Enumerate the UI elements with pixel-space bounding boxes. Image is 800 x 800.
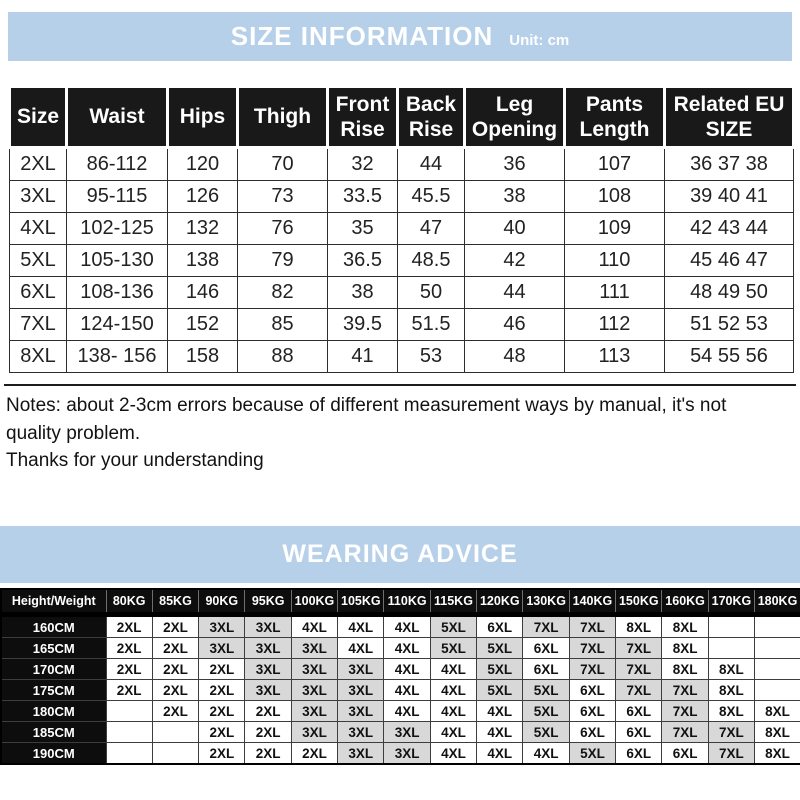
size-table-cell: 88 (238, 341, 328, 373)
size-table-cell: 110 (565, 245, 665, 277)
wearing-table-row (1, 659, 800, 680)
recommended-size-cell: 8XL (662, 638, 708, 659)
recommended-size-cell: 5XL (523, 722, 569, 743)
recommended-size-cell: 2XL (291, 743, 337, 765)
recommended-size-cell: 4XL (430, 701, 476, 722)
size-table-cell: 39 40 41 (665, 181, 794, 213)
recommended-size-cell: 4XL (384, 680, 430, 701)
recommended-size-cell: 5XL (569, 743, 615, 765)
recommended-size-cell (755, 659, 800, 680)
size-table-cell: 146 (168, 277, 238, 309)
recommended-size-cell: 3XL (338, 659, 384, 680)
recommended-size-cell: 3XL (245, 680, 291, 701)
height-cell: 160CM (1, 615, 106, 638)
recommended-size-cell: 4XL (338, 615, 384, 638)
wearing-table-header-cell: 180KG (755, 589, 800, 615)
recommended-size-cell: 6XL (616, 743, 662, 765)
recommended-size-cell: 3XL (384, 722, 430, 743)
size-table-cell: 124-150 (67, 309, 168, 341)
recommended-size-cell: 3XL (291, 659, 337, 680)
size-table-cell: 102-125 (67, 213, 168, 245)
wearing-table-header-cell: 80KG (106, 589, 152, 615)
recommended-size-cell: 5XL (523, 701, 569, 722)
size-information-table (8, 85, 795, 373)
recommended-size-cell: 2XL (199, 701, 245, 722)
size-table-cell: 51 52 53 (665, 309, 794, 341)
size-table-header-cell: Size (10, 87, 67, 148)
size-label-cell: 3XL (10, 181, 67, 213)
size-table-header (10, 87, 794, 148)
recommended-size-cell: 7XL (569, 615, 615, 638)
recommended-size-cell: 2XL (106, 680, 152, 701)
recommended-size-cell: 7XL (616, 638, 662, 659)
size-table-header-cell: Front Rise (328, 87, 398, 148)
recommended-size-cell: 6XL (569, 680, 615, 701)
recommended-size-cell: 3XL (291, 638, 337, 659)
wearing-table-body (1, 615, 800, 765)
recommended-size-cell: 4XL (477, 743, 523, 765)
recommended-size-cell: 4XL (291, 615, 337, 638)
size-table-cell: 76 (238, 213, 328, 245)
recommended-size-cell (106, 722, 152, 743)
size-table-cell: 152 (168, 309, 238, 341)
wearing-table-header-cell: 95KG (245, 589, 291, 615)
recommended-size-cell: 3XL (291, 701, 337, 722)
size-table-cell: 51.5 (398, 309, 465, 341)
recommended-size-cell: 2XL (199, 659, 245, 680)
size-label-cell: 2XL (10, 148, 67, 181)
recommended-size-cell: 7XL (569, 659, 615, 680)
size-table-cell: 48 (465, 341, 565, 373)
wearing-table-header-cell: 105KG (338, 589, 384, 615)
recommended-size-cell: 2XL (199, 680, 245, 701)
wearing-table-header-cell: 85KG (152, 589, 198, 615)
size-table-cell: 85 (238, 309, 328, 341)
size-table-cell: 38 (465, 181, 565, 213)
size-table-cell: 48 49 50 (665, 277, 794, 309)
recommended-size-cell: 4XL (384, 701, 430, 722)
recommended-size-cell: 2XL (245, 722, 291, 743)
recommended-size-cell (755, 638, 800, 659)
size-table-row (10, 341, 794, 373)
recommended-size-cell: 8XL (708, 701, 754, 722)
recommended-size-cell: 7XL (523, 615, 569, 638)
section-divider-line (4, 384, 796, 386)
recommended-size-cell: 3XL (338, 722, 384, 743)
height-cell: 190CM (1, 743, 106, 765)
size-table-header-cell: Hips (168, 87, 238, 148)
height-cell: 165CM (1, 638, 106, 659)
recommended-size-cell: 4XL (384, 615, 430, 638)
wearing-table-header-cell: 130KG (523, 589, 569, 615)
recommended-size-cell: 6XL (523, 638, 569, 659)
recommended-size-cell: 8XL (755, 722, 800, 743)
wearing-table-header-cell: 90KG (199, 589, 245, 615)
size-table-header-cell: Back Rise (398, 87, 465, 148)
size-table-cell: 41 (328, 341, 398, 373)
size-information-title: SIZE INFORMATION (230, 21, 494, 51)
notes-text: Notes: about 2-3cm errors because of different measurement ways by manual, it's not quality problem. (6, 395, 727, 444)
recommended-size-cell: 6XL (662, 743, 708, 765)
recommended-size-cell (708, 615, 754, 638)
recommended-size-cell: 8XL (755, 743, 800, 765)
notes-thanks-text: Thanks for your understanding (6, 450, 264, 472)
size-table-cell: 70 (238, 148, 328, 181)
recommended-size-cell: 5XL (477, 638, 523, 659)
recommended-size-cell: 7XL (569, 638, 615, 659)
recommended-size-cell: 8XL (616, 615, 662, 638)
size-label-cell: 6XL (10, 277, 67, 309)
wearing-table-header-cell: 140KG (569, 589, 615, 615)
recommended-size-cell: 4XL (430, 680, 476, 701)
size-table-cell: 158 (168, 341, 238, 373)
recommended-size-cell: 2XL (245, 701, 291, 722)
size-table-cell: 54 55 56 (665, 341, 794, 373)
recommended-size-cell (708, 638, 754, 659)
recommended-size-cell: 7XL (708, 722, 754, 743)
size-table-cell: 44 (465, 277, 565, 309)
wearing-advice-title: WEARING ADVICE (282, 540, 518, 568)
wearing-advice-table (0, 588, 800, 765)
size-label-cell: 4XL (10, 213, 67, 245)
size-table-body (10, 148, 794, 373)
wearing-table-row (1, 722, 800, 743)
size-table-cell: 82 (238, 277, 328, 309)
recommended-size-cell: 2XL (106, 615, 152, 638)
size-label-cell: 7XL (10, 309, 67, 341)
size-table-cell: 126 (168, 181, 238, 213)
size-table-cell: 108-136 (67, 277, 168, 309)
wearing-table-header-cell: 115KG (430, 589, 476, 615)
wearing-table-row (1, 615, 800, 638)
recommended-size-cell (755, 615, 800, 638)
wearing-table-header-cell: 150KG (616, 589, 662, 615)
size-table-header-cell: Leg Opening (465, 87, 565, 148)
recommended-size-cell (152, 722, 198, 743)
size-table-cell: 109 (565, 213, 665, 245)
recommended-size-cell: 4XL (384, 638, 430, 659)
wearing-table-header-cell: 160KG (662, 589, 708, 615)
size-table-row (10, 309, 794, 341)
wearing-table-row (1, 680, 800, 701)
size-table-header-cell: Thigh (238, 87, 328, 148)
size-table-cell: 33.5 (328, 181, 398, 213)
size-table-row (10, 181, 794, 213)
unit-label: Unit: cm (509, 31, 570, 49)
recommended-size-cell: 2XL (245, 743, 291, 765)
wearing-table-header-cell: 110KG (384, 589, 430, 615)
recommended-size-cell: 5XL (477, 659, 523, 680)
recommended-size-cell: 5XL (477, 680, 523, 701)
size-table-cell: 32 (328, 148, 398, 181)
size-table-cell: 105-130 (67, 245, 168, 277)
recommended-size-cell: 2XL (152, 638, 198, 659)
size-label-cell: 5XL (10, 245, 67, 277)
recommended-size-cell: 3XL (245, 659, 291, 680)
size-table-cell: 44 (398, 148, 465, 181)
recommended-size-cell: 3XL (338, 701, 384, 722)
size-table-row (10, 213, 794, 245)
recommended-size-cell: 8XL (755, 701, 800, 722)
size-table-cell: 45 46 47 (665, 245, 794, 277)
recommended-size-cell: 7XL (616, 659, 662, 680)
size-table-cell: 95-115 (67, 181, 168, 213)
recommended-size-cell: 4XL (338, 638, 384, 659)
recommended-size-cell: 7XL (662, 680, 708, 701)
recommended-size-cell: 3XL (291, 722, 337, 743)
size-table-cell: 107 (565, 148, 665, 181)
recommended-size-cell: 4XL (523, 743, 569, 765)
recommended-size-cell: 3XL (338, 680, 384, 701)
size-table-cell: 108 (565, 181, 665, 213)
size-table-cell: 36 37 38 (665, 148, 794, 181)
wearing-table-header-cell: 120KG (477, 589, 523, 615)
size-table-cell: 46 (465, 309, 565, 341)
size-table-cell: 53 (398, 341, 465, 373)
size-table-cell: 38 (328, 277, 398, 309)
recommended-size-cell: 6XL (569, 701, 615, 722)
height-cell: 185CM (1, 722, 106, 743)
size-table-cell: 86-112 (67, 148, 168, 181)
recommended-size-cell (755, 680, 800, 701)
size-table-header-cell: Pants Length (565, 87, 665, 148)
size-table-header-cell: Related EU SIZE (665, 87, 794, 148)
recommended-size-cell: 6XL (477, 615, 523, 638)
recommended-size-cell: 3XL (338, 743, 384, 765)
recommended-size-cell: 4XL (477, 701, 523, 722)
recommended-size-cell: 8XL (662, 615, 708, 638)
wearing-advice-banner (0, 526, 800, 583)
recommended-size-cell: 3XL (199, 638, 245, 659)
recommended-size-cell: 7XL (662, 701, 708, 722)
recommended-size-cell: 5XL (523, 680, 569, 701)
recommended-size-cell: 3XL (291, 680, 337, 701)
size-table-cell: 42 43 44 (665, 213, 794, 245)
recommended-size-cell: 2XL (106, 659, 152, 680)
size-table-cell: 35 (328, 213, 398, 245)
recommended-size-cell: 6XL (616, 701, 662, 722)
recommended-size-cell: 4XL (430, 722, 476, 743)
recommended-size-cell: 6XL (523, 659, 569, 680)
recommended-size-cell: 2XL (199, 722, 245, 743)
recommended-size-cell: 6XL (616, 722, 662, 743)
recommended-size-cell: 7XL (708, 743, 754, 765)
notes-block (6, 392, 784, 475)
size-information-banner (8, 12, 792, 61)
size-table-cell: 50 (398, 277, 465, 309)
wearing-table-header-cell: 170KG (708, 589, 754, 615)
size-table-cell: 48.5 (398, 245, 465, 277)
size-table-cell: 45.5 (398, 181, 465, 213)
recommended-size-cell: 2XL (152, 701, 198, 722)
size-table-cell: 138 (168, 245, 238, 277)
size-table-header-cell: Waist (67, 87, 168, 148)
recommended-size-cell: 3XL (245, 615, 291, 638)
recommended-size-cell: 2XL (199, 743, 245, 765)
height-cell: 170CM (1, 659, 106, 680)
recommended-size-cell (106, 743, 152, 765)
recommended-size-cell: 4XL (430, 659, 476, 680)
size-table-cell: 113 (565, 341, 665, 373)
recommended-size-cell (152, 743, 198, 765)
size-table-cell: 132 (168, 213, 238, 245)
recommended-size-cell: 8XL (708, 659, 754, 680)
wearing-table-header-cell: 100KG (291, 589, 337, 615)
size-table-cell: 42 (465, 245, 565, 277)
height-cell: 175CM (1, 680, 106, 701)
recommended-size-cell: 4XL (430, 743, 476, 765)
size-label-cell: 8XL (10, 341, 67, 373)
height-cell: 180CM (1, 701, 106, 722)
wearing-table-row (1, 638, 800, 659)
recommended-size-cell: 5XL (430, 638, 476, 659)
recommended-size-cell (106, 701, 152, 722)
size-table-row (10, 148, 794, 181)
wearing-table-header-cell: Height/Weight (1, 589, 106, 615)
recommended-size-cell: 7XL (662, 722, 708, 743)
wearing-table-header (1, 589, 800, 615)
recommended-size-cell: 5XL (430, 615, 476, 638)
size-table-cell: 120 (168, 148, 238, 181)
wearing-table-row (1, 701, 800, 722)
recommended-size-cell: 6XL (569, 722, 615, 743)
size-table-cell: 36 (465, 148, 565, 181)
size-table-cell: 36.5 (328, 245, 398, 277)
recommended-size-cell: 8XL (708, 680, 754, 701)
recommended-size-cell: 8XL (662, 659, 708, 680)
recommended-size-cell: 3XL (384, 743, 430, 765)
recommended-size-cell: 3XL (199, 615, 245, 638)
size-table-cell: 40 (465, 213, 565, 245)
size-table-cell: 47 (398, 213, 465, 245)
size-table-cell: 111 (565, 277, 665, 309)
size-table-cell: 138- 156 (67, 341, 168, 373)
recommended-size-cell: 4XL (384, 659, 430, 680)
size-table-row (10, 277, 794, 309)
size-table-cell: 39.5 (328, 309, 398, 341)
size-table-cell: 79 (238, 245, 328, 277)
recommended-size-cell: 2XL (152, 680, 198, 701)
recommended-size-cell: 2XL (152, 659, 198, 680)
recommended-size-cell: 2XL (106, 638, 152, 659)
wearing-table-row (1, 743, 800, 765)
size-table-cell: 112 (565, 309, 665, 341)
size-table-cell: 73 (238, 181, 328, 213)
recommended-size-cell: 7XL (616, 680, 662, 701)
recommended-size-cell: 2XL (152, 615, 198, 638)
recommended-size-cell: 3XL (245, 638, 291, 659)
recommended-size-cell: 4XL (477, 722, 523, 743)
size-table-row (10, 245, 794, 277)
